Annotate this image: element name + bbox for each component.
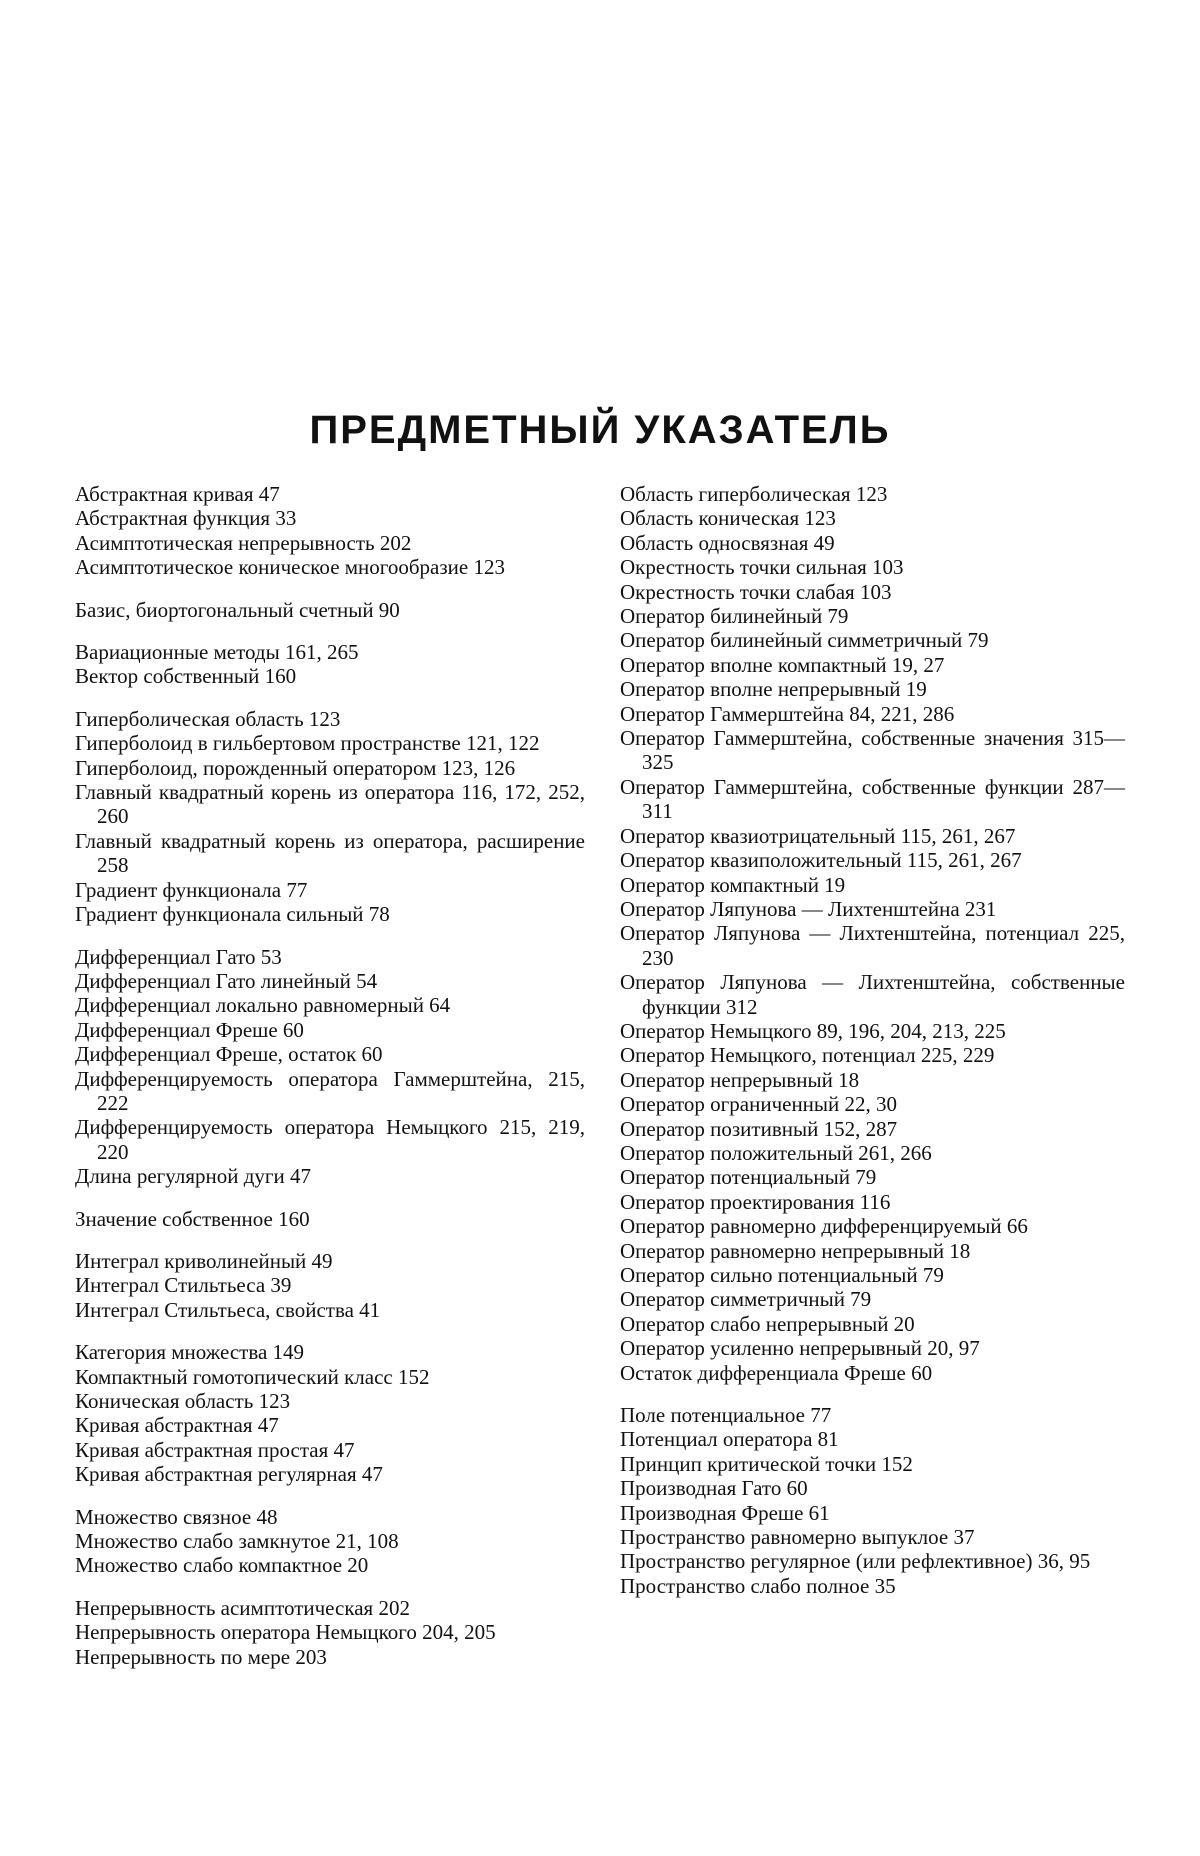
index-entry: Оператор вполне компактный 19, 27 xyxy=(620,652,945,677)
index-entry: Оператор ограниченный 22, 30 xyxy=(620,1092,898,1117)
index-entry: Коническая область 123 xyxy=(75,1389,291,1413)
index-entry: Гиперболоид, порожденный оператором 123, 126 xyxy=(75,755,516,780)
index-entry: Производная Гато 60 xyxy=(620,1476,808,1501)
index-entry: Оператор Немыцкого 89, 196, 204, 213, 225 xyxy=(620,1018,1006,1043)
index-entry: Кривая абстрактная регулярная 47 xyxy=(75,1462,383,1487)
index-entry: Оператор Гаммерштейна, собственные функции 287—311 xyxy=(620,774,1125,824)
index-entry: Дифференциал Гато 53 xyxy=(75,944,282,969)
index-entry: Оператор равномерно непрерывный 18 xyxy=(620,1238,971,1263)
index-entry: Оператор Ляпунова — Лихтенштейна, собственные функции 312 xyxy=(620,970,1125,1019)
index-entry: Потенциал оператора 81 xyxy=(620,1427,839,1452)
index-entry: Интеграл Стильтьеса, свойства 41 xyxy=(75,1297,381,1322)
index-letter-group xyxy=(75,1207,585,1231)
index-entry: Оператор положительный 261, 266 xyxy=(620,1140,932,1165)
index-entry: Область односвязная 49 xyxy=(620,530,835,555)
index-entry: Гиперболическая область 123 xyxy=(75,706,341,731)
index-entry: Оператор слабо непрерывный 20 xyxy=(620,1311,915,1336)
index-entry: Оператор проектирования 116 xyxy=(620,1189,891,1214)
index-entry: Окрестность точки сильная 103 xyxy=(620,555,904,580)
index-entry: Асимптотическое коническое многообразие 123 xyxy=(75,555,505,580)
index-entry: Интеграл Стильтьеса 39 xyxy=(75,1273,292,1298)
index-entry: Принцип критической точки 152 xyxy=(620,1451,913,1476)
index-entry: Оператор компактный 19 xyxy=(620,872,846,897)
index-entry: Оператор Гаммерштейна, собственные значения 315—325 xyxy=(620,726,1125,775)
index-entry: Длина регулярной дуги 47 xyxy=(75,1164,312,1189)
index-entry: Оператор Гаммерштейна 84, 221, 286 xyxy=(620,701,955,726)
index-entry: Интеграл криволинейный 49 xyxy=(75,1248,333,1273)
index-entry: Область гиперболическая 123 xyxy=(620,482,888,506)
index-entry: Градиент функционала 77 xyxy=(75,877,308,902)
index-entry: Оператор симметричный 79 xyxy=(620,1287,872,1312)
index-entry: Оператор билинейный 79 xyxy=(620,604,849,629)
index-entry: Дифференциал локально равномерный 64 xyxy=(75,993,451,1018)
index-entry: Пространство равномерно выпуклое 37 xyxy=(620,1525,975,1550)
index-letter-group xyxy=(75,640,585,689)
index-entry: Вариационные методы 161, 265 xyxy=(75,640,359,665)
index-entry: Главный квадратный корень из оператора, расширение 258 xyxy=(75,828,585,878)
index-entry: Оператор сильно потенциальный 79 xyxy=(620,1263,944,1287)
index-entry: Компактный гомотопический класс 152 xyxy=(75,1364,430,1389)
index-entry: Оператор равномерно дифференцируемый 66 xyxy=(620,1214,1028,1239)
index-entry: Пространство регулярное (или рефлективное) 36, 95 xyxy=(620,1549,1091,1574)
index-entry: Оператор Ляпунова — Лихтенштейна 231 xyxy=(620,896,997,921)
index-entry: Категория множества 149 xyxy=(75,1340,305,1365)
index-entry: Градиент функционала сильный 78 xyxy=(75,902,390,927)
index-entry: Остаток дифференциала Фреше 60 xyxy=(620,1360,933,1385)
index-entry: Окрестность точки слабая 103 xyxy=(620,579,892,604)
index-letter-group xyxy=(75,945,585,1189)
index-entry: Оператор вполне непрерывный 19 xyxy=(620,677,927,702)
index-entry: Оператор позитивный 152, 287 xyxy=(620,1116,898,1141)
index-letter-group xyxy=(75,1249,585,1322)
index-entry: Кривая абстрактная простая 47 xyxy=(75,1437,355,1462)
index-letter-group xyxy=(75,1596,585,1669)
index-entry: Асимптотическая непрерывность 202 xyxy=(75,530,412,555)
index-entry: Поле потенциальное 77 xyxy=(620,1403,832,1428)
index-entry: Главный квадратный корень из оператора 116, 172, 252, 260 xyxy=(75,780,585,829)
index-entry: Оператор потенциальный 79 xyxy=(620,1165,877,1190)
index-entry: Непрерывность асимптотическая 202 xyxy=(75,1595,410,1620)
page-title: ПРЕДМЕТНЫЙ УКАЗАТЕЛЬ xyxy=(309,408,891,452)
index-entry: Пространство слабо полное 35 xyxy=(620,1573,896,1598)
index-entry: Дифференцируемость оператора Немыцкого 215, 219, 220 xyxy=(75,1115,585,1164)
index-letter-group xyxy=(75,707,585,927)
index-entry: Вектор собственный 160 xyxy=(75,664,297,689)
index-letter-group xyxy=(75,1340,585,1486)
index-entry: Значение собственное 160 xyxy=(75,1206,310,1231)
index-column-left xyxy=(75,482,585,1687)
index-entry: Оператор усиленно непрерывный 20, 97 xyxy=(620,1336,980,1361)
index-entry: Оператор Немыцкого, потенциал 225, 229 xyxy=(620,1043,995,1068)
index-letter-group xyxy=(75,1505,585,1578)
index-letter-group xyxy=(75,482,585,580)
index-column-right xyxy=(620,482,1125,1616)
index-entry: Кривая абстрактная 47 xyxy=(75,1413,279,1438)
index-entry: Дифференциал Фреше, остаток 60 xyxy=(75,1042,383,1067)
index-entry: Дифференциал Фреше 60 xyxy=(75,1017,304,1042)
index-entry: Непрерывность по мере 203 xyxy=(75,1644,327,1669)
index-letter-group xyxy=(620,1403,1125,1598)
index-entry: Множество слабо компактное 20 xyxy=(75,1553,369,1578)
index-entry: Непрерывность оператора Немыцкого 204, 205 xyxy=(75,1620,496,1645)
index-entry: Множество слабо замкнутое 21, 108 xyxy=(75,1529,399,1554)
index-entry: Базис, биортогональный счетный 90 xyxy=(75,597,400,622)
index-entry: Дифференциал Гато линейный 54 xyxy=(75,968,378,993)
index-entry: Область коническая 123 xyxy=(620,506,836,531)
index-entry: Оператор Ляпунова — Лихтенштейна, потенциал 225, 230 xyxy=(620,921,1125,970)
index-entry: Гиперболоид в гильбертовом пространстве 121, 122 xyxy=(75,731,540,756)
index-entry: Оператор квазиотрицательный 115, 261, 267 xyxy=(620,823,1016,848)
index-entry: Оператор квазиположительный 115, 261, 267 xyxy=(620,848,1022,873)
index-letter-group xyxy=(620,482,1125,1385)
index-entry: Производная Фреше 61 xyxy=(620,1500,830,1525)
index-entry: Абстрактная кривая 47 xyxy=(75,482,280,506)
index-entry: Дифференцируемость оператора Гаммерштейна, 215, 222 xyxy=(75,1066,585,1115)
index-entry: Оператор непрерывный 18 xyxy=(620,1067,860,1092)
index-entry: Оператор билинейный симметричный 79 xyxy=(620,628,989,653)
index-letter-group xyxy=(75,598,585,622)
index-entry: Абстрактная функция 33 xyxy=(75,506,297,531)
index-entry: Множество связное 48 xyxy=(75,1504,278,1529)
